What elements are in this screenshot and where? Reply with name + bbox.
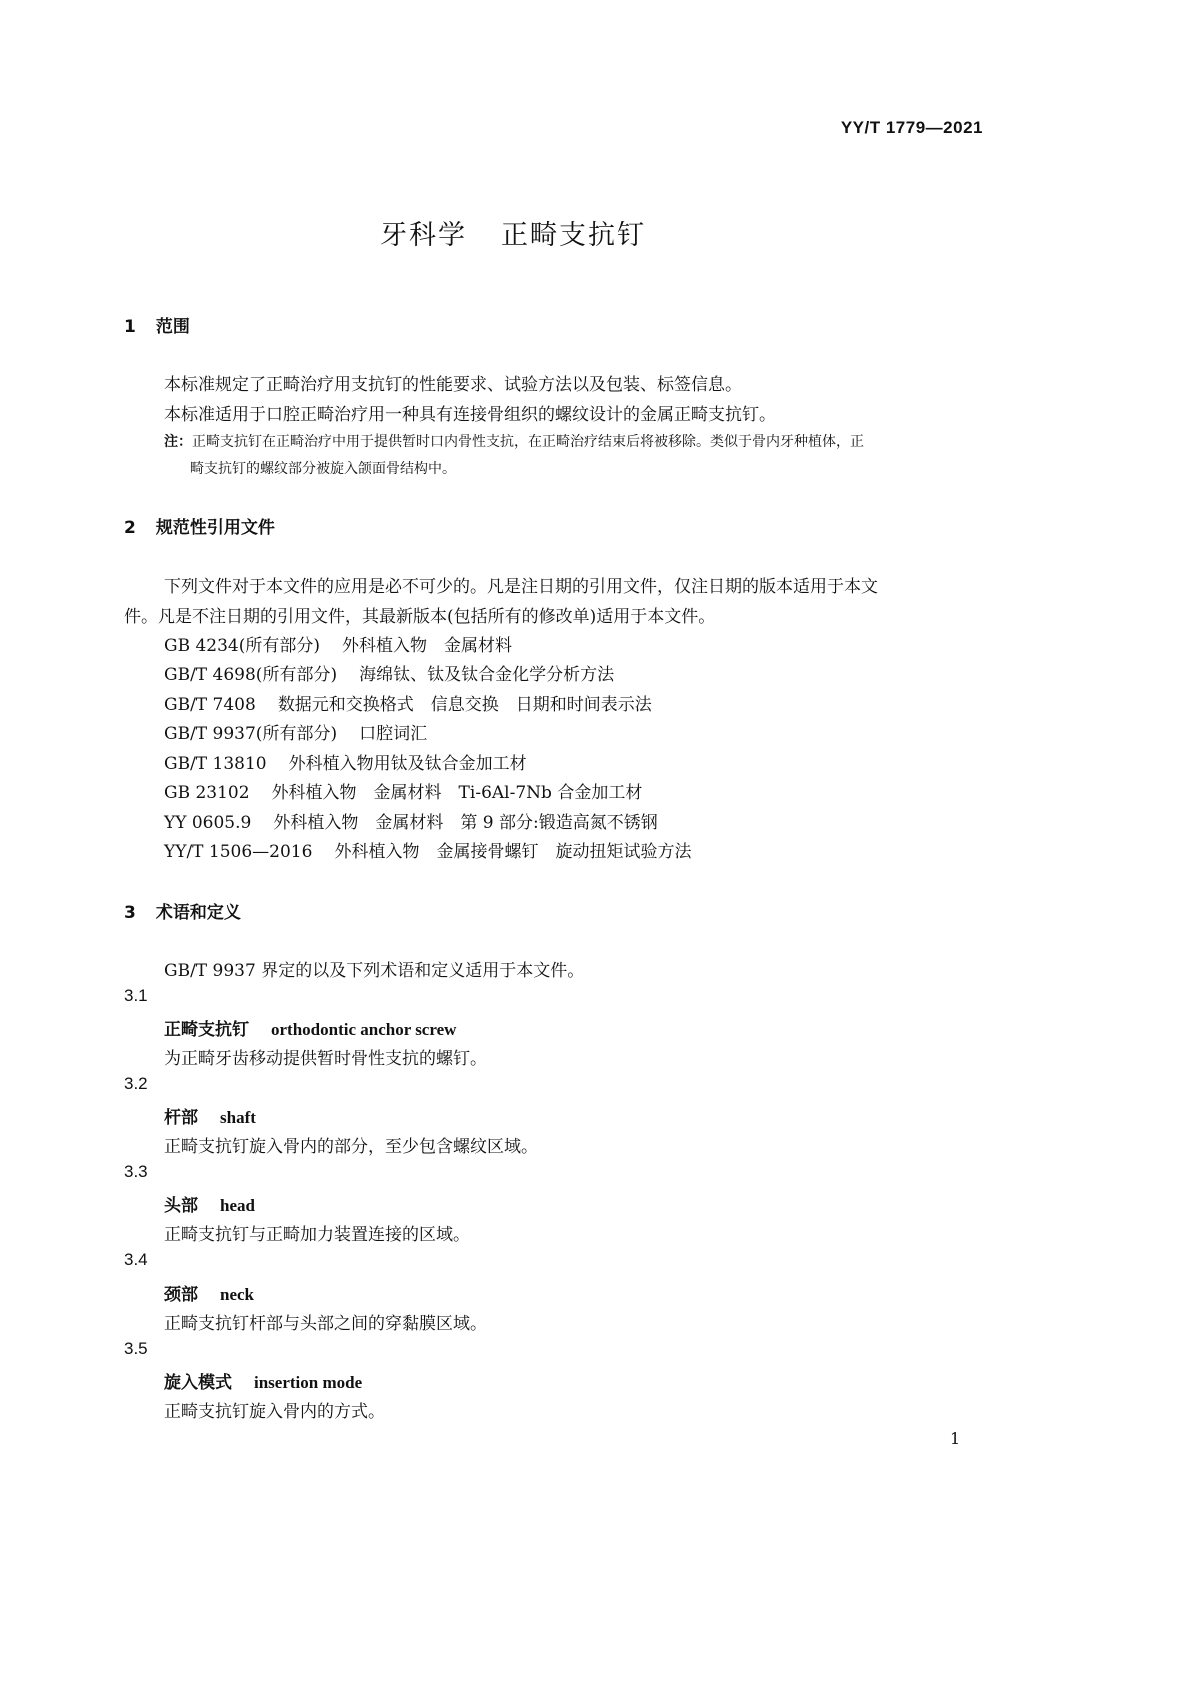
reference-item — [164, 778, 642, 803]
references-intro-line-2: 件。凡是不注日期的引用文件，其最新版本(包括所有的修改单)适用于本文件。 — [124, 607, 716, 627]
term-zh: 旋入模式 — [164, 1373, 232, 1393]
term-en: head — [220, 1196, 255, 1215]
term-en: insertion mode — [254, 1373, 363, 1392]
term-number: 3.2 — [124, 1074, 148, 1093]
term-heading — [164, 1103, 256, 1128]
section-title: 范围 — [155, 317, 190, 337]
term-heading — [164, 1368, 362, 1393]
reference-item — [164, 719, 427, 744]
reference-title: 外科植入物用钛及钛合金加工材 — [288, 754, 527, 774]
term-definition: 正畸支抗钉旋入骨内的方式。 — [164, 1402, 385, 1422]
scope-paragraph-1: 本标准规定了正畸治疗用支抗钉的性能要求、试验方法以及包装、标签信息。 — [164, 375, 742, 395]
section-3-heading — [124, 898, 241, 923]
term-en: neck — [220, 1285, 254, 1304]
reference-code: GB/T 9937(所有部分) — [164, 724, 338, 744]
reference-item — [164, 660, 614, 685]
reference-code: YY/T 1506—2016 — [164, 842, 313, 862]
document-title — [380, 213, 646, 252]
reference-title: 外科植入物 金属材料 Ti-6Al-7Nb 合金加工材 — [271, 783, 643, 803]
term-number: 3.5 — [124, 1339, 148, 1358]
term-zh: 头部 — [164, 1196, 198, 1216]
reference-code: GB 23102 — [164, 783, 250, 803]
reference-item — [164, 690, 652, 715]
reference-item — [164, 749, 527, 774]
term-en: shaft — [220, 1108, 256, 1127]
term-number: 3.1 — [124, 986, 148, 1005]
reference-title: 外科植入物 金属材料 第 9 部分:锻造高氮不锈钢 — [273, 813, 658, 833]
term-heading — [164, 1015, 456, 1040]
term-heading — [164, 1191, 255, 1216]
term-zh: 颈部 — [164, 1285, 198, 1305]
title-part1: 牙科学 — [380, 220, 467, 251]
term-heading — [164, 1280, 254, 1305]
reference-code: GB 4234(所有部分) — [164, 636, 321, 656]
term-zh: 杆部 — [164, 1108, 198, 1128]
term-definition: 为正畸牙齿移动提供暂时骨性支抗的螺钉。 — [164, 1049, 487, 1069]
term-zh: 正畸支抗钉 — [164, 1020, 249, 1040]
section-1-heading — [124, 312, 190, 337]
standard-code: YY/T 1779—2021 — [840, 118, 983, 137]
term-definition: 正畸支抗钉杆部与头部之间的穿黏膜区域。 — [164, 1314, 487, 1334]
references-intro-line-1: 下列文件对于本文件的应用是必不可少的。凡是注日期的引用文件，仅注日期的版本适用于本文 — [164, 577, 878, 597]
term-en: orthodontic anchor screw — [271, 1020, 457, 1039]
scope-paragraph-2: 本标准适用于口腔正畸治疗用一种具有连接骨组织的螺纹设计的金属正畸支抗钉。 — [164, 405, 776, 425]
term-number: 3.3 — [124, 1162, 148, 1181]
scope-note-line-2: 畸支抗钉的螺纹部分被旋入颌面骨结构中。 — [190, 461, 456, 477]
terms-intro: GB/T 9937 界定的以及下列术语和定义适用于本文件。 — [164, 961, 585, 981]
reference-item — [164, 808, 658, 833]
scope-note — [164, 431, 864, 451]
note-label: 注： — [164, 434, 192, 450]
reference-code: GB/T 7408 — [164, 695, 256, 715]
section-number: 3 — [124, 903, 136, 923]
reference-code: GB/T 4698(所有部分) — [164, 665, 338, 685]
note-line-1: 正畸支抗钉在正畸治疗中用于提供暂时口内骨性支抗，在正畸治疗结束后将被移除。类似于骨内牙种植体，正 — [192, 434, 864, 450]
reference-code: YY 0605.9 — [164, 813, 252, 833]
section-number: 1 — [124, 317, 136, 337]
term-definition: 正畸支抗钉旋入骨内的部分，至少包含螺纹区域。 — [164, 1137, 538, 1157]
page-number: 1 — [950, 1429, 961, 1448]
reference-title: 数据元和交换格式 信息交换 日期和时间表示法 — [277, 695, 652, 715]
reference-title: 外科植入物 金属接骨螺钉 旋动扭矩试验方法 — [334, 842, 692, 862]
reference-code: GB/T 13810 — [164, 754, 267, 774]
reference-title: 海绵钛、钛及钛合金化学分析方法 — [359, 665, 615, 685]
reference-title: 外科植入物 金属材料 — [342, 636, 513, 656]
reference-item — [164, 631, 512, 656]
section-title: 术语和定义 — [155, 903, 241, 923]
section-2-heading — [124, 513, 275, 538]
reference-title: 口腔词汇 — [359, 724, 428, 744]
term-definition: 正畸支抗钉与正畸加力装置连接的区域。 — [164, 1225, 470, 1245]
section-title: 规范性引用文件 — [155, 518, 275, 538]
section-number: 2 — [124, 518, 136, 538]
reference-item — [164, 837, 691, 862]
title-part2: 正畸支抗钉 — [501, 220, 646, 251]
term-number: 3.4 — [124, 1250, 148, 1269]
